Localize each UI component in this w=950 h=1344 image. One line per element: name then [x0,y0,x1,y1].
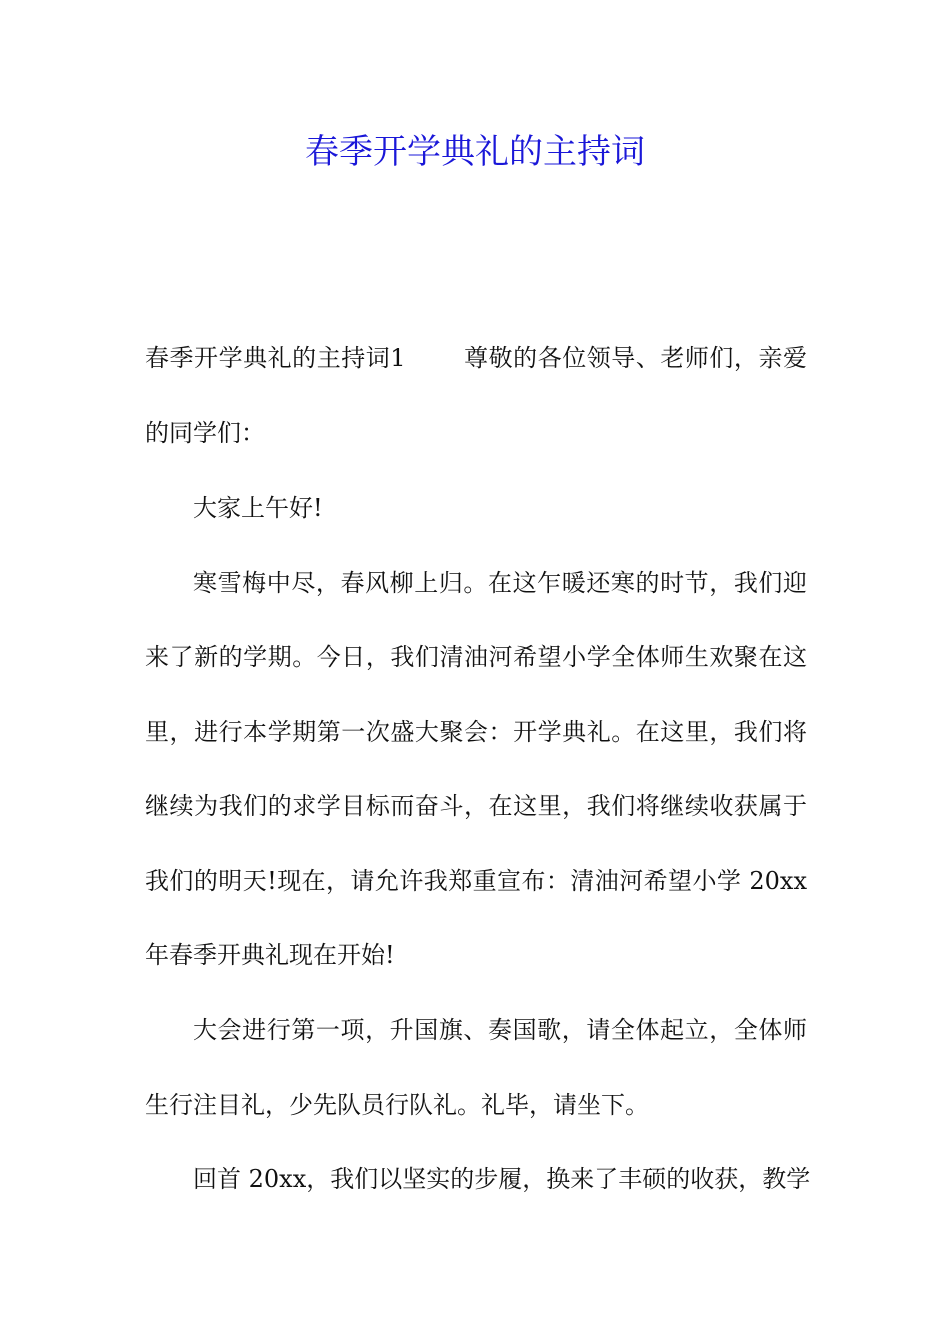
paragraph-line-5: 来了新的学期。今日，我们清油河希望小学全体师生欢聚在这 [145,643,807,671]
paragraph-line-11: 生行注目礼，少先队员行队礼。礼毕，请坐下。 [145,1091,649,1119]
document-title: 春季开学典礼的主持词 [305,132,645,172]
paragraph-line-4: 寒雪梅中尽，春风柳上归。在这乍暖还寒的时节，我们迎 [193,569,807,597]
paragraph-line-8: 我们的明天!现在，请允许我郑重宣布：清油河希望小学 20xx [145,867,807,895]
heading-inline: 春季开学典礼的主持词1 [145,344,406,372]
paragraph-line-1 [145,338,807,378]
paragraph-line-9: 年春季开典礼现在开始! [145,941,395,969]
paragraph-line-6: 里，进行本学期第一次盛大聚会：开学典礼。在这里，我们将 [145,718,807,746]
paragraph-line-7: 继续为我们的求学目标而奋斗，在这里，我们将继续收获属于 [145,792,807,820]
paragraph-line-12: 回首 20xx，我们以坚实的步履，换来了丰硕的收获，教学 [193,1165,811,1193]
paragraph-line-10: 大会进行第一项，升国旗、奏国歌，请全体起立，全体师 [193,1016,807,1044]
paragraph-line-3: 大家上午好! [193,494,323,522]
paragraph-line-2: 的同学们： [145,419,265,447]
greeting-start: 尊敬的各位领导、老师们，亲爱 [463,344,807,372]
